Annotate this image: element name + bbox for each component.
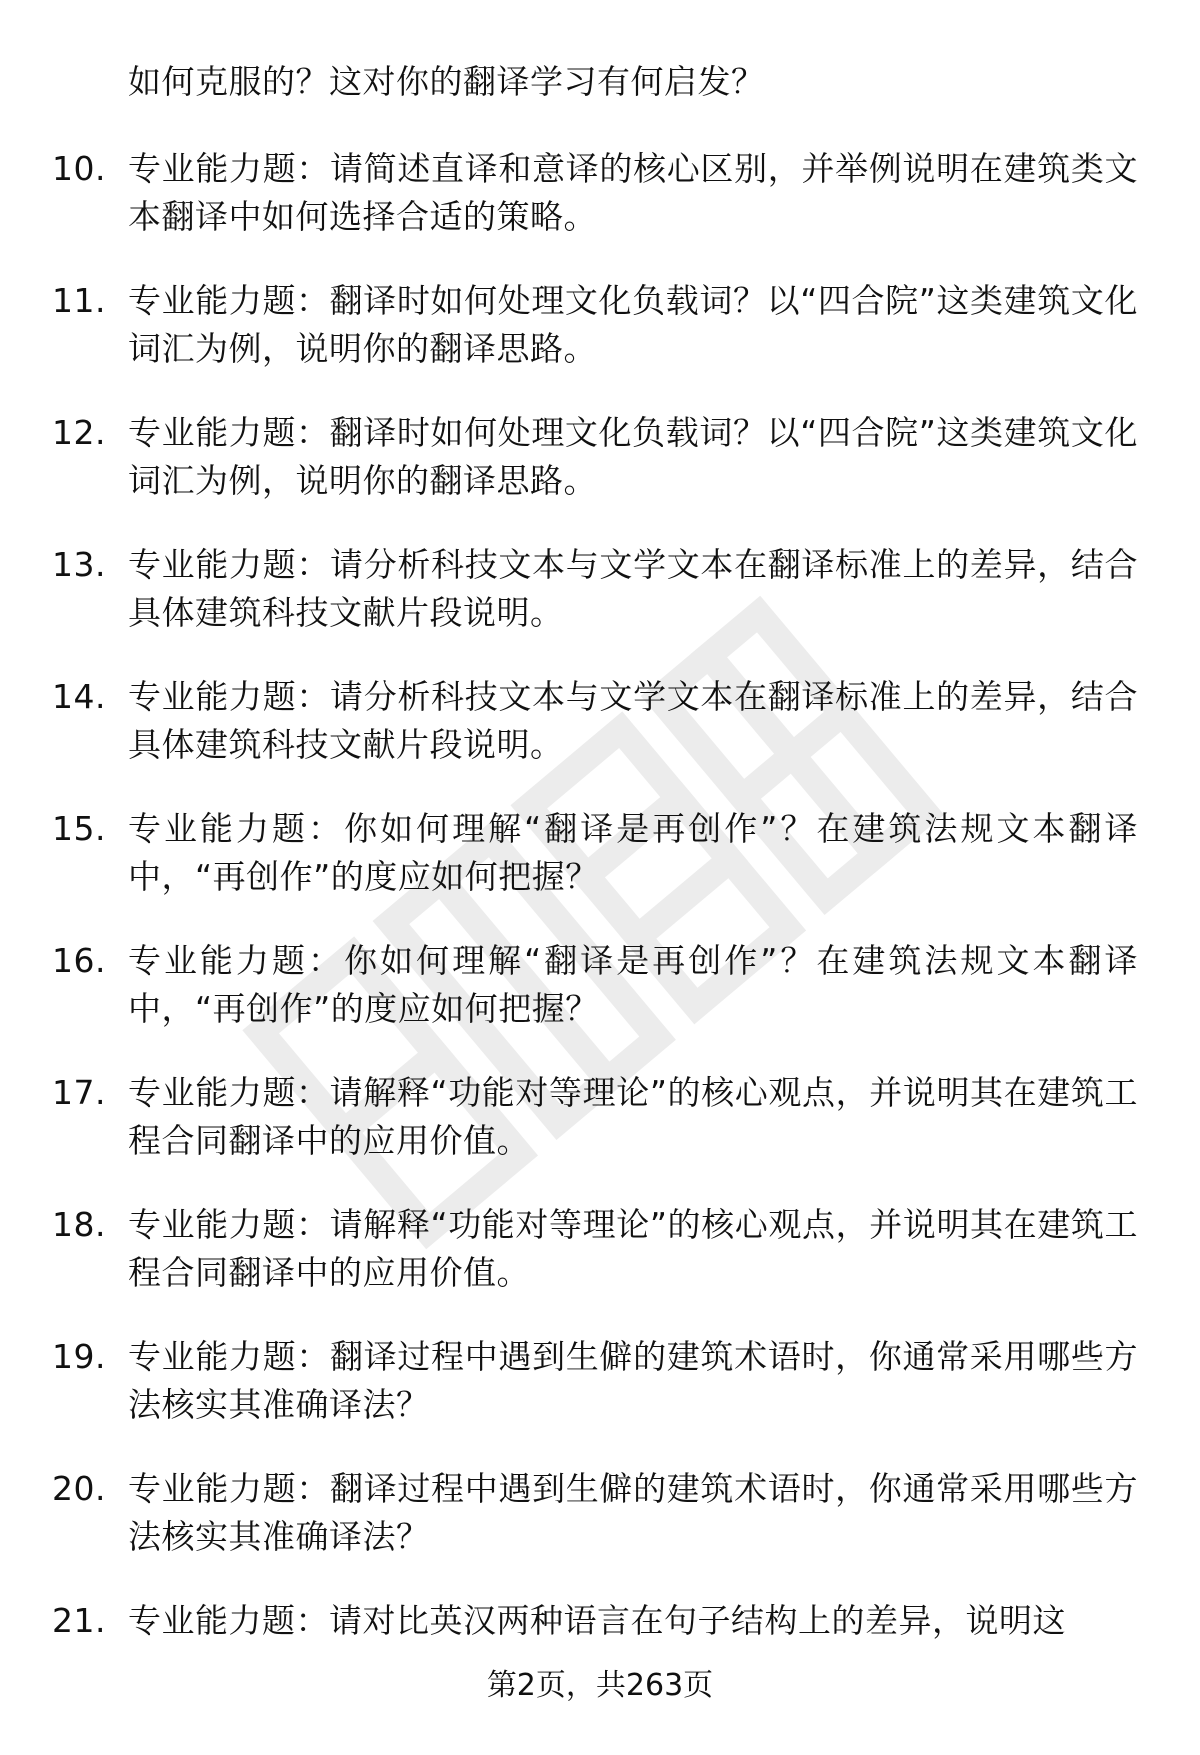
question-item — [0, 277, 1200, 409]
question-item — [0, 1201, 1200, 1333]
question-number: 19. — [52, 1337, 106, 1376]
question-number: 20. — [52, 1469, 106, 1508]
question-number: 21. — [52, 1601, 106, 1640]
question-text: 专业能力题：请解释“功能对等理论”的核心观点，并说明其在建筑工程合同翻译中的应用价值。 — [128, 1073, 1138, 1160]
question-text: 专业能力题：翻译过程中遇到生僻的建筑术语时，你通常采用哪些方法核实其准确译法？ — [128, 1469, 1138, 1556]
question-item — [0, 1465, 1200, 1597]
question-item — [0, 409, 1200, 541]
question-item — [0, 1069, 1200, 1201]
question-item — [0, 541, 1200, 673]
question-number: 17. — [52, 1073, 106, 1112]
question-text: 专业能力题：请简述直译和意译的核心区别，并举例说明在建筑类文本翻译中如何选择合适的策略。 — [128, 149, 1138, 236]
question-number: 11. — [52, 281, 106, 320]
page-footer: 第2页，共263页 — [486, 1668, 714, 1703]
question-text: 专业能力题：请解释“功能对等理论”的核心观点，并说明其在建筑工程合同翻译中的应用价值。 — [128, 1205, 1138, 1292]
question-item — [0, 673, 1200, 805]
question-text: 专业能力题：翻译时如何处理文化负载词？以“四合院”这类建筑文化词汇为例，说明你的翻译思路。 — [128, 413, 1138, 500]
question-text: 专业能力题：你如何理解“翻译是再创作”？在建筑法规文本翻译中，“再创作”的度应如何把握？ — [128, 941, 1138, 1028]
question-number: 15. — [52, 809, 106, 848]
question-continuation-text: 如何克服的？这对你的翻译学习有何启发？ — [128, 62, 765, 101]
question-item — [0, 1333, 1200, 1465]
question-number: 14. — [52, 677, 106, 716]
question-text: 专业能力题：请分析科技文本与文学文本在翻译标准上的差异，结合具体建筑科技文献片段说明。 — [128, 545, 1138, 632]
question-number: 18. — [52, 1205, 106, 1244]
question-item — [0, 1597, 1200, 1729]
question-text: 专业能力题：翻译时如何处理文化负载词？以“四合院”这类建筑文化词汇为例，说明你的翻译思路。 — [128, 281, 1138, 368]
question-text: 专业能力题：请分析科技文本与文学文本在翻译标准上的差异，结合具体建筑科技文献片段说明。 — [128, 677, 1138, 764]
question-item — [0, 145, 1200, 277]
question-text: 专业能力题：请对比英汉两种语言在句子结构上的差异，说明这 — [128, 1601, 1066, 1640]
question-number: 12. — [52, 413, 106, 452]
question-number: 10. — [52, 149, 106, 188]
question-item — [0, 805, 1200, 937]
question-number: 13. — [52, 545, 106, 584]
question-text: 专业能力题：翻译过程中遇到生僻的建筑术语时，你通常采用哪些方法核实其准确译法？ — [128, 1337, 1138, 1424]
question-text: 专业能力题：你如何理解“翻译是再创作”？在建筑法规文本翻译中，“再创作”的度应如何把握？ — [128, 809, 1138, 896]
question-number: 16. — [52, 941, 106, 980]
question-item — [0, 937, 1200, 1069]
question-list — [0, 145, 1200, 1729]
